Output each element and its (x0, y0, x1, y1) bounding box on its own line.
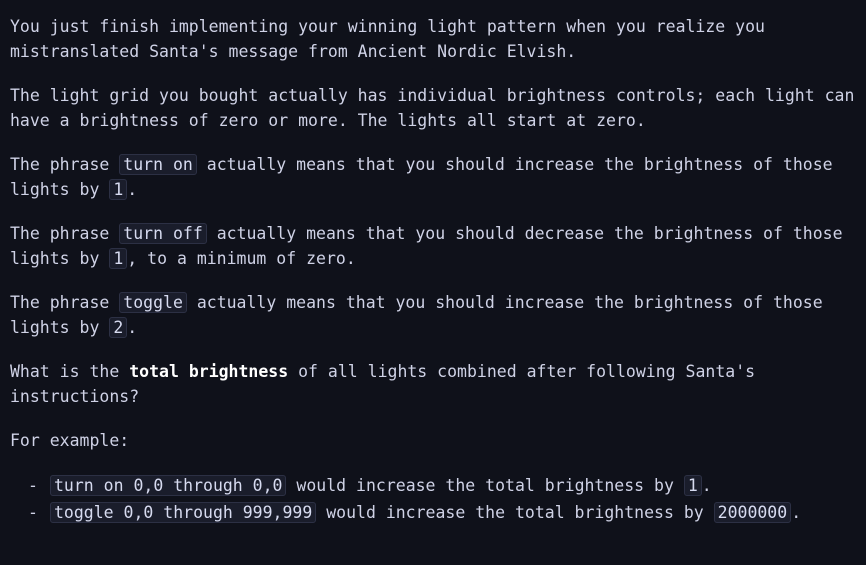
list-li1-code-2: 1 (684, 475, 702, 496)
paragraph-p6-text-2: of all lights combined after following Santa's instructions? (10, 362, 756, 406)
paragraph-p5 (10, 290, 856, 340)
list-li2-code-2: 2000000 (714, 502, 792, 523)
paragraph-p5-text-2: actually means that you should increase the brightness of those lights by (10, 293, 823, 337)
list-li2-code-0: toggle 0,0 through 999,999 (50, 502, 316, 523)
list-li1-text-3: . (701, 476, 712, 495)
list-li1-code-0: turn on 0,0 through 0,0 (50, 475, 286, 496)
paragraph-p1-text-0: You just finish implementing your winning light pattern when you realize you mistranslated Santa's message from Ancient Nordic Elvish. (10, 17, 765, 61)
list-item (28, 472, 856, 499)
paragraph-p3-text-4: . (127, 180, 138, 199)
paragraph-p4-text-4: , to a minimum of zero. (127, 249, 356, 268)
paragraph-p4-text-0: The phrase (10, 224, 120, 243)
list-li2-text-1: would increase the total brightness by (316, 503, 714, 522)
list-item (28, 499, 856, 526)
paragraph-p4-code-3: 1 (109, 248, 127, 269)
paragraph-p3-code-1: turn on (119, 154, 197, 175)
list-bullet: - (28, 503, 38, 522)
paragraph-p3 (10, 152, 856, 202)
paragraph-p6-text-0: What is the (10, 362, 130, 381)
paragraph-p7 (10, 428, 856, 453)
paragraph-p5-code-3: 2 (109, 317, 127, 338)
list-li1-text-1: would increase the total brightness by (286, 476, 684, 495)
paragraph-p7-text-0: For example: (10, 431, 130, 450)
paragraph-p3-code-3: 1 (109, 179, 127, 200)
paragraph-p4-code-1: turn off (119, 223, 206, 244)
example-list (10, 472, 856, 526)
paragraph-p3-text-0: The phrase (10, 155, 120, 174)
paragraph-p5-text-0: The phrase (10, 293, 120, 312)
paragraph-p6 (10, 359, 856, 409)
paragraph-p4-text-2: actually means that you should decrease the brightness of those lights by (10, 224, 843, 268)
paragraph-p2 (10, 83, 856, 133)
paragraph-list (10, 14, 856, 453)
paragraph-p2-text-0: The light grid you bought actually has individual brightness controls; each light can have a brightness of zero or more. The lights all start at zero. (10, 86, 855, 130)
paragraph-p3-text-2: actually means that you should increase the brightness of those lights by (10, 155, 833, 199)
list-li2-text-3: . (791, 503, 802, 522)
paragraph-p5-code-1: toggle (119, 292, 187, 313)
list-bullet: - (28, 476, 38, 495)
paragraph-p6-bold-1: total brightness (129, 362, 289, 381)
paragraph-p5-text-4: . (127, 318, 138, 337)
paragraph-p4 (10, 221, 856, 271)
paragraph-p1 (10, 14, 856, 64)
